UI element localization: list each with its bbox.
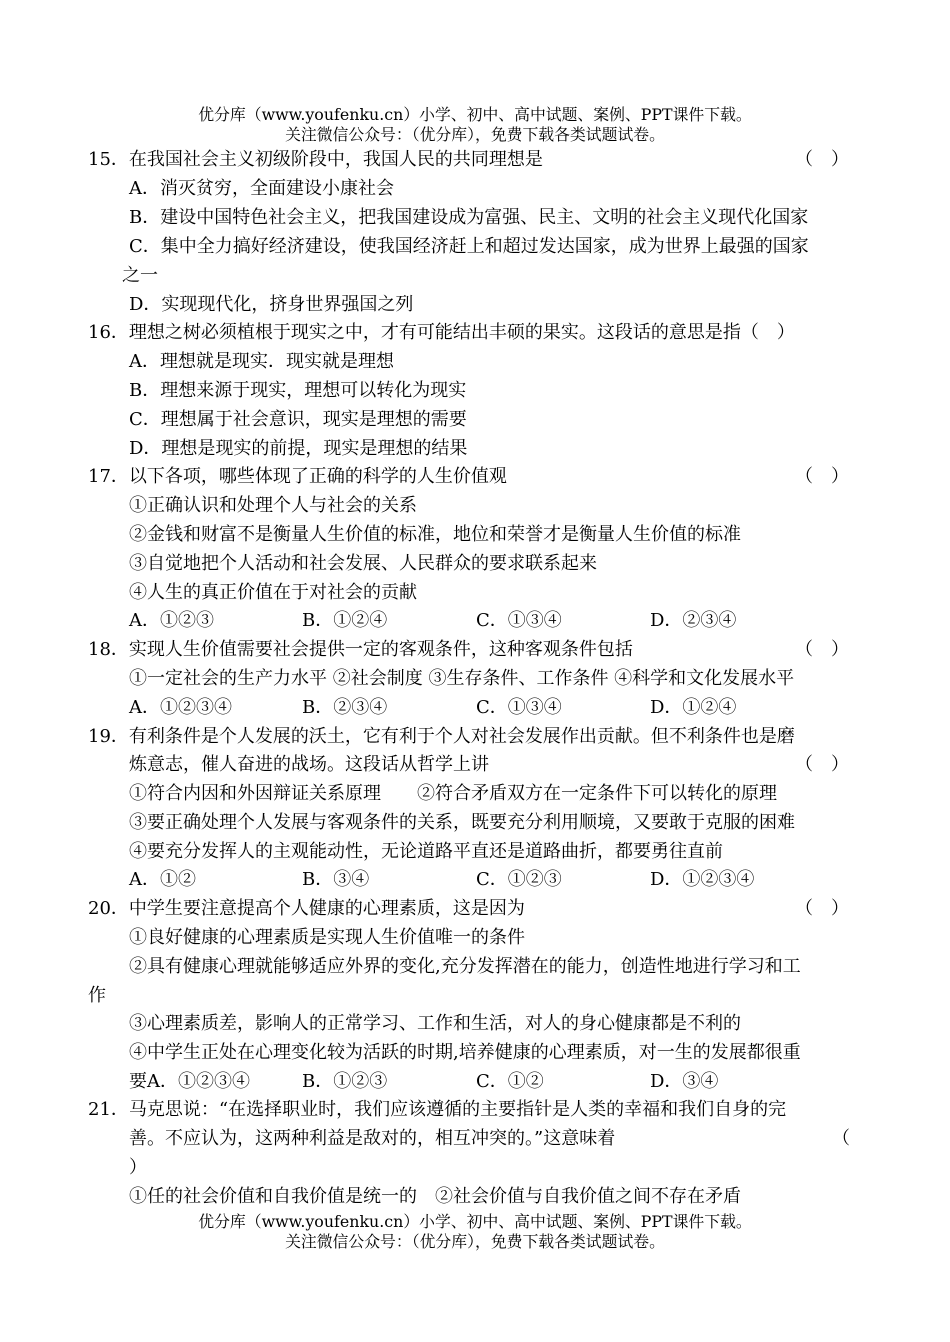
q20-option-b: B．①②③ — [302, 1071, 388, 1092]
q18-option-c: C．①③④ — [476, 697, 562, 718]
footer-line-2: 关注微信公众号：（优分库），免费下载各类试题试卷。 — [285, 1232, 665, 1251]
q16-option-c: C．理想属于社会意识，现实是理想的需要 — [129, 409, 467, 430]
header-line-2: 关注微信公众号：（优分库），免费下载各类试题试卷。 — [285, 125, 665, 144]
q20-statement-2: ②具有健康心理就能够适应外界的变化,充分发挥潜在的能力，创造性地进行学习和工 — [129, 956, 801, 977]
q17-stem: 17．以下各项，哪些体现了正确的科学的人生价值观 — [88, 466, 507, 487]
q19-option-c: C．①②③ — [476, 869, 562, 890]
q15-option-a: A．消灭贫穷，全面建设小康社会 — [129, 178, 394, 199]
q18-option-b: B．②③④ — [302, 697, 388, 718]
q17-statement-3: ③自觉地把个人活动和社会发展、人民群众的要求联系起来 — [129, 553, 597, 574]
q18-option-a: A．①②③④ — [129, 697, 232, 718]
header-line-1: 优分库（www.youfenku.cn）小学、初中、高中试题、案例、PPT课件下载。 — [198, 105, 752, 124]
q15-option-b: B．建设中国特色社会主义，把我国建设成为富强、民主、文明的社会主义现代化国家 — [129, 207, 809, 228]
q16-stem: 16．理想之树必须植根于现实之中，才有可能结出丰硕的果实。这段话的意思是指（ ） — [88, 322, 795, 343]
q17-statement-4: ④人生的真正价值在于对社会的贡献 — [129, 582, 417, 603]
q17-statement-2: ②金钱和财富不是衡量人生价值的标准，地位和荣誉才是衡量人生价值的标准 — [129, 524, 741, 545]
q21-answer-paren-close: ） — [129, 1157, 147, 1178]
q19-option-b: B．③④ — [302, 869, 370, 890]
q17-option-c: C．①③④ — [476, 610, 562, 631]
q18-answer-paren: （ ） — [795, 639, 849, 660]
q20-option-c: C．①② — [476, 1071, 544, 1092]
q16-option-b: B．理想来源于现实，理想可以转化为现实 — [129, 380, 467, 401]
q18-statement-1: ①一定社会的生产力水平 ②社会制度 ③生存条件、工作条件 ④科学和文化发展水平 — [129, 668, 795, 689]
q17-option-a: A．①②③ — [129, 610, 214, 631]
q19-statement-2: ③要正确处理个人发展与客观条件的关系，既要充分利用顺境，又要敢于克服的困难 — [129, 812, 795, 833]
q19-answer-paren: （ ） — [795, 754, 849, 775]
q17-option-b: B．①②④ — [302, 610, 388, 631]
q18-stem: 18．实现人生价值需要社会提供一定的客观条件，这种客观条件包括 — [88, 639, 633, 660]
q19-option-a: A．①② — [129, 869, 196, 890]
q20-statement-4: ④中学生正处在心理变化较为活跃的时期,培养健康的心理素质，对一生的发展都很重 — [129, 1042, 801, 1063]
q19-option-d: D．①②③④ — [650, 869, 755, 890]
q15-stem: 15．在我国社会主义初级阶段中，我国人民的共同理想是 — [88, 149, 543, 170]
q15-answer-paren: （ ） — [795, 149, 849, 170]
q15-option-c: C．集中全力搞好经济建设，使我国经济赶上和超过发达国家，成为世界上最强的国家 — [129, 236, 809, 257]
q15-option-d: D．实现现代化，挤身世界强国之列 — [129, 294, 414, 315]
q21-stem: 21．马克思说：“在选择职业时，我们应该遵循的主要指针是人类的幸福和我们自身的完 — [88, 1099, 787, 1120]
q20-statement-3: ③心理素质差，影响人的正常学习、工作和生活，对人的身心健康都是不利的 — [129, 1013, 741, 1034]
q19-statement-1: ①符合内因和外因辩证关系原理 ②符合矛盾双方在一定条件下可以转化的原理 — [129, 783, 777, 804]
q17-answer-paren: （ ） — [795, 466, 849, 487]
q20-stem: 20．中学生要注意提高个人健康的心理素质，这是因为 — [88, 898, 525, 919]
q20-statement-2-cont: 作 — [88, 985, 106, 1006]
q19-statement-3: ④要充分发挥人的主观能动性，无论道路平直还是道路曲折，都要勇往直前 — [129, 841, 723, 862]
q15-option-c-cont: 之一 — [122, 265, 158, 286]
q17-statement-1: ①正确认识和处理个人与社会的关系 — [129, 495, 417, 516]
footer-line-1: 优分库（www.youfenku.cn）小学、初中、高中试题、案例、PPT课件下载。 — [198, 1212, 752, 1231]
q19-stem-cont: 炼意志，催人奋进的战场。这段话从哲学上讲 — [129, 754, 489, 775]
q16-option-a: A．理想就是现实．现实就是理想 — [129, 351, 394, 372]
q20-statement-4-cont-option-a: 要A．①②③④ — [129, 1071, 250, 1092]
q20-option-d: D．③④ — [650, 1071, 719, 1092]
q19-stem: 19．有利条件是个人发展的沃土，它有利于个人对社会发展作出贡献。但不利条件也是磨 — [88, 726, 795, 747]
q21-stem-cont: 善。不应认为，这两种利益是敌对的，相互冲突的。”这意味着 — [129, 1128, 616, 1149]
q21-answer-paren-open: （ — [832, 1128, 850, 1149]
q21-statement-1: ①任的社会价值和自我价值是统一的 ②社会价值与自我价值之间不存在矛盾 — [129, 1186, 741, 1207]
q20-statement-1: ①良好健康的心理素质是实现人生价值唯一的条件 — [129, 927, 525, 948]
q16-option-d: D．理想是现实的前提，现实是理想的结果 — [129, 438, 468, 459]
q17-option-d: D．②③④ — [650, 610, 737, 631]
q20-answer-paren: （ ） — [795, 898, 849, 919]
q18-option-d: D．①②④ — [650, 697, 737, 718]
